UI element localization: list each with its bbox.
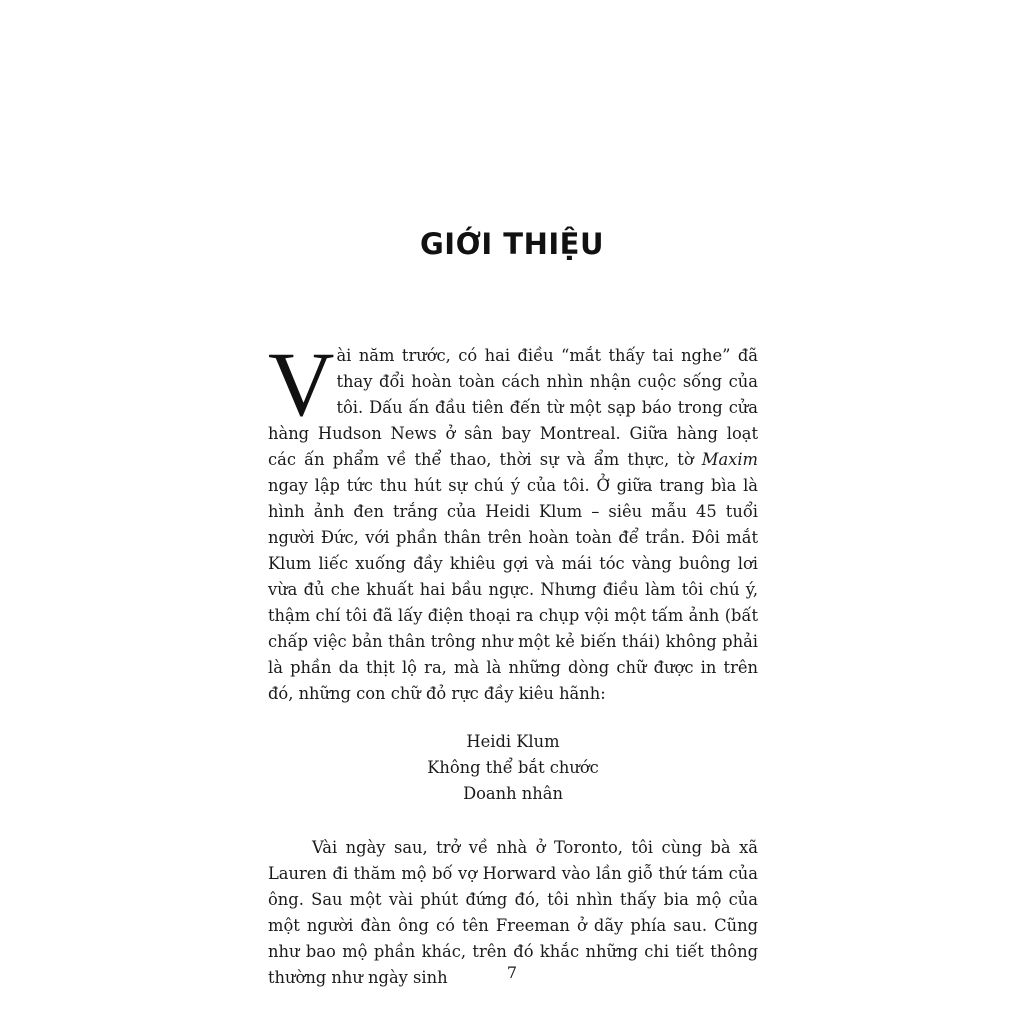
drop-cap: V	[268, 333, 335, 435]
cover-quote	[268, 729, 758, 807]
paragraph-1-text-a: ài năm trước, có hai điều “mắt thấy tai nghe” đã thay đổi hoàn toàn cách nhìn nhận cuộc sống của tôi. Dấu ấn đầu tiên đến từ một sạp báo trong cửa hàng Hudson News ở sân bay Montreal. Giữa hàng loạt các ấn phẩm về thể thao, thời sự và ẩm thực, tờ	[268, 346, 758, 469]
paragraph-2: Vài ngày sau, trở về nhà ở Toronto, tôi cùng bà xã Lauren đi thăm mộ bố vợ Horward vào lần giỗ thứ tám của ông. Sau một vài phút đứng đó, tôi nhìn thấy bia mộ của một người đàn ông có tên Freeman ở dãy phía sau. Cũng như bao mộ phần khác, trên đó khắc những chi tiết thông thường như ngày sinh	[268, 838, 758, 987]
paragraph-1-text-b: ngay lập tức thu hút sự chú ý của tôi. Ở giữa trang bìa là hình ảnh đen trắng của Heidi Klum – siêu mẫu 45 tuổi người Đức, với phần thân trên hoàn toàn để trần. Đôi mắt Klum liếc xuống đầy khiêu gợi và mái tóc vàng buông lơi vừa đủ che khuất hai bầu ngực. Nhưng điều làm tôi chú ý, thậm chí tôi đã lấy điện thoại ra chụp vội một tấm ảnh (bất chấp việc bản thân trông như một kẻ biến thái) không phải là phần da thịt lộ ra, mà là những dòng chữ được in trên đó, những con chữ đỏ rực đầy kiêu hãnh:	[268, 476, 758, 703]
chapter-title: GIỚI THIỆU	[419, 227, 604, 262]
quote-line-3: Doanh nhân	[463, 784, 563, 803]
magazine-title: Maxim	[701, 450, 758, 469]
body-text	[268, 333, 758, 991]
paragraph-1	[268, 333, 758, 707]
quote-line-1: Heidi Klum	[466, 732, 560, 751]
quote-line-2: Không thể bắt chước	[427, 758, 599, 777]
page-number: 7	[506, 963, 518, 982]
